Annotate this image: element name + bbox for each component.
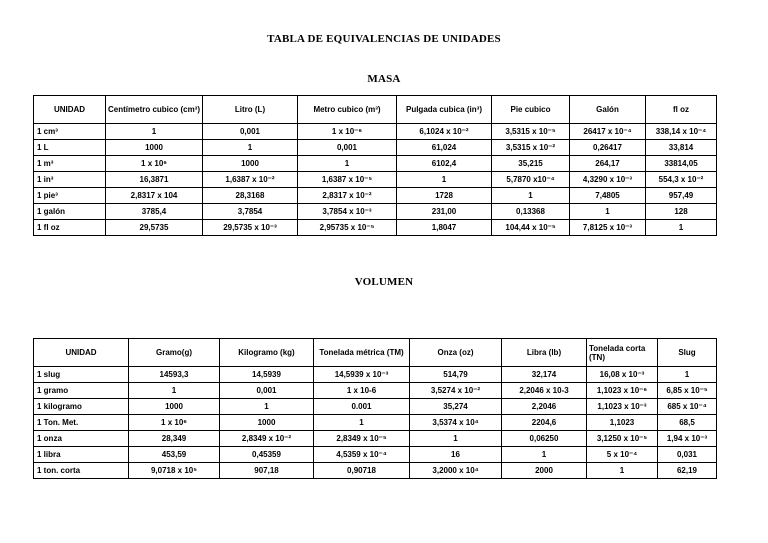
table-cell: 1 L [34, 140, 106, 156]
table-cell: 1000 [220, 415, 314, 431]
table-cell: 1 x 10-6 [314, 383, 410, 399]
table-cell: 231,00 [397, 204, 492, 220]
table-row [34, 463, 717, 479]
table-cell: 0,031 [658, 447, 717, 463]
table-cell: 1 [220, 399, 314, 415]
table-cell: 1 [397, 172, 492, 188]
table-cell: 29,5735 x 10⁻³ [203, 220, 298, 236]
header-cell: Pulgada cubica (in³) [397, 96, 492, 124]
table-cell: 1 [298, 156, 397, 172]
table-cell: 3785,4 [106, 204, 203, 220]
header-cell: Litro (L) [203, 96, 298, 124]
table-cell: 33,814 [646, 140, 717, 156]
table-cell: 1 [646, 220, 717, 236]
table-row [34, 415, 717, 431]
table-cell: 2000 [502, 463, 587, 479]
table-cell: 2,8317 x 104 [106, 188, 203, 204]
table-cell: 1 [203, 140, 298, 156]
table-cell: 6102,4 [397, 156, 492, 172]
table-cell: 0,13368 [492, 204, 570, 220]
table-cell: 1 Ton. Met. [34, 415, 129, 431]
table-cell: 16 [410, 447, 502, 463]
table-cell: 2,2046 [502, 399, 587, 415]
table-cell: 1 cm³ [34, 124, 106, 140]
table-row [34, 367, 717, 383]
table-cell: 3,2000 x 10⁴ [410, 463, 502, 479]
table-cell: 1 [570, 204, 646, 220]
table-cell: 1 [106, 124, 203, 140]
table-cell: 1728 [397, 188, 492, 204]
table-cell: 554,3 x 10⁻² [646, 172, 717, 188]
table-cell: 7,8125 x 10⁻³ [570, 220, 646, 236]
table-cell: 1 [502, 447, 587, 463]
table-cell: 3,5374 x 10⁴ [410, 415, 502, 431]
table-cell: 0,001 [298, 140, 397, 156]
table-row [34, 447, 717, 463]
table-cell: 6,85 x 10⁻⁵ [658, 383, 717, 399]
table-cell: 28,3168 [203, 188, 298, 204]
table-cell: 35,215 [492, 156, 570, 172]
table-cell: 1 x 10⁶ [129, 415, 220, 431]
table-cell: 3,1250 x 10⁻⁵ [587, 431, 658, 447]
table-cell: 6,1024 x 10⁻² [397, 124, 492, 140]
table-cell: 16,3871 [106, 172, 203, 188]
table-cell: 1 [410, 431, 502, 447]
table-cell: 1000 [203, 156, 298, 172]
table-cell: 35,274 [410, 399, 502, 415]
table-cell: 1 [587, 463, 658, 479]
table-row [34, 124, 717, 140]
table-cell: 4,5359 x 10⁻⁴ [314, 447, 410, 463]
table-cell: 1 [492, 188, 570, 204]
table-cell: 14,5939 x 10⁻³ [314, 367, 410, 383]
table-row [34, 399, 717, 415]
table-cell: 2,2046 x 10-3 [502, 383, 587, 399]
table-cell: 1000 [129, 399, 220, 415]
table-cell: 0,90718 [314, 463, 410, 479]
table-cell: 3,7854 [203, 204, 298, 220]
table-cell: 685 x 10⁻⁴ [658, 399, 717, 415]
table-cell: 9,0718 x 10⁵ [129, 463, 220, 479]
header-cell: Libra (lb) [502, 339, 587, 367]
table-cell: 1 in³ [34, 172, 106, 188]
table-row [34, 204, 717, 220]
table-row [34, 156, 717, 172]
header-cell: Onza (oz) [410, 339, 502, 367]
table-cell: 1,8047 [397, 220, 492, 236]
table-cell: 0,45359 [220, 447, 314, 463]
table-row [34, 220, 717, 236]
table-cell: 2,95735 x 10⁻⁵ [298, 220, 397, 236]
table-cell: 1 pie³ [34, 188, 106, 204]
table-row [34, 172, 717, 188]
table-cell: 5 x 10⁻⁴ [587, 447, 658, 463]
table-cell: 1 libra [34, 447, 129, 463]
table-cell: 61,024 [397, 140, 492, 156]
table-cell: 3,5315 x 10⁻⁵ [492, 124, 570, 140]
table-cell: 1 [129, 383, 220, 399]
header-cell: Kilogramo (kg) [220, 339, 314, 367]
header-cell: Metro cubico (m³) [298, 96, 397, 124]
table-cell: 14,5939 [220, 367, 314, 383]
header-cell: Tonelada métrica (TM) [314, 339, 410, 367]
table-cell: 33814,05 [646, 156, 717, 172]
table-cell: 3,5274 x 10⁻² [410, 383, 502, 399]
table-cell: 0,001 [220, 383, 314, 399]
table-cell: 0,26417 [570, 140, 646, 156]
table-row [34, 140, 717, 156]
table-cell: 264,17 [570, 156, 646, 172]
table-cell: 16,08 x 10⁻³ [587, 367, 658, 383]
table-cell: 1 ton. corta [34, 463, 129, 479]
table-row [34, 383, 717, 399]
table-cell: 1 slug [34, 367, 129, 383]
table-cell: 1 galón [34, 204, 106, 220]
page-title: TABLA DE EQUIVALENCIAS DE UNIDADES [267, 33, 501, 45]
table-cell: 3,5315 x 10⁻² [492, 140, 570, 156]
header-cell: UNIDAD [34, 339, 129, 367]
table-cell: 32,174 [502, 367, 587, 383]
table-cell: 2,8349 x 10⁻² [220, 431, 314, 447]
table-cell: 1 x 10⁶ [106, 156, 203, 172]
table-cell: 1 [314, 415, 410, 431]
table-cell: 4,3290 x 10⁻³ [570, 172, 646, 188]
table-cell: 514,79 [410, 367, 502, 383]
table-cell: 1000 [106, 140, 203, 156]
table-cell: 3,7854 x 10⁻³ [298, 204, 397, 220]
table-cell: 1,94 x 10⁻³ [658, 431, 717, 447]
header-cell: Tonelada corta (TN) [587, 339, 658, 367]
table-cell: 1 x 10⁻⁶ [298, 124, 397, 140]
table-cell: 62,19 [658, 463, 717, 479]
table-cell: 0,06250 [502, 431, 587, 447]
table-cell: 1 kilogramo [34, 399, 129, 415]
volumen-table [33, 338, 717, 479]
header-cell: Gramo(g) [129, 339, 220, 367]
table-cell: 0,001 [203, 124, 298, 140]
table-cell: 1,1023 x 10⁻³ [587, 399, 658, 415]
table-cell: 1 m³ [34, 156, 106, 172]
masa-header-row [34, 96, 717, 124]
table-cell: 68,5 [658, 415, 717, 431]
header-cell: Pie cubico [492, 96, 570, 124]
table-cell: 28,349 [129, 431, 220, 447]
table-cell: 1,1023 x 10⁻⁶ [587, 383, 658, 399]
masa-heading: MASA [367, 73, 401, 85]
table-cell: 26417 x 10⁻⁴ [570, 124, 646, 140]
table-cell: 2,8317 x 10⁻² [298, 188, 397, 204]
table-cell: 0.001 [314, 399, 410, 415]
table-cell: 338,14 x 10⁻⁴ [646, 124, 717, 140]
table-cell: 1,1023 [587, 415, 658, 431]
table-row [34, 431, 717, 447]
table-cell: 1 gramo [34, 383, 129, 399]
table-cell: 7,4805 [570, 188, 646, 204]
table-cell: 128 [646, 204, 717, 220]
header-cell: UNIDAD [34, 96, 106, 124]
table-cell: 453,59 [129, 447, 220, 463]
table-cell: 2204,6 [502, 415, 587, 431]
header-cell: Galón [570, 96, 646, 124]
table-cell: 104,44 x 10⁻⁵ [492, 220, 570, 236]
table-cell: 1,6387 x 10⁻² [203, 172, 298, 188]
table-cell: 2,8349 x 10⁻⁵ [314, 431, 410, 447]
header-cell: Centímetro cubico (cm³) [106, 96, 203, 124]
table-row [34, 188, 717, 204]
table-cell: 29,5735 [106, 220, 203, 236]
volumen-heading: VOLUMEN [354, 276, 414, 288]
table-cell: 1 [658, 367, 717, 383]
volumen-header-row [34, 339, 717, 367]
table-cell: 907,18 [220, 463, 314, 479]
table-cell: 14593,3 [129, 367, 220, 383]
table-cell: 1 fl oz [34, 220, 106, 236]
header-cell: Slug [658, 339, 717, 367]
table-cell: 1 onza [34, 431, 129, 447]
table-cell: 1,6387 x 10⁻⁵ [298, 172, 397, 188]
table-cell: 5,7870 x10⁻⁴ [492, 172, 570, 188]
header-cell: fl oz [646, 96, 717, 124]
table-cell: 957,49 [646, 188, 717, 204]
masa-table [33, 95, 717, 236]
